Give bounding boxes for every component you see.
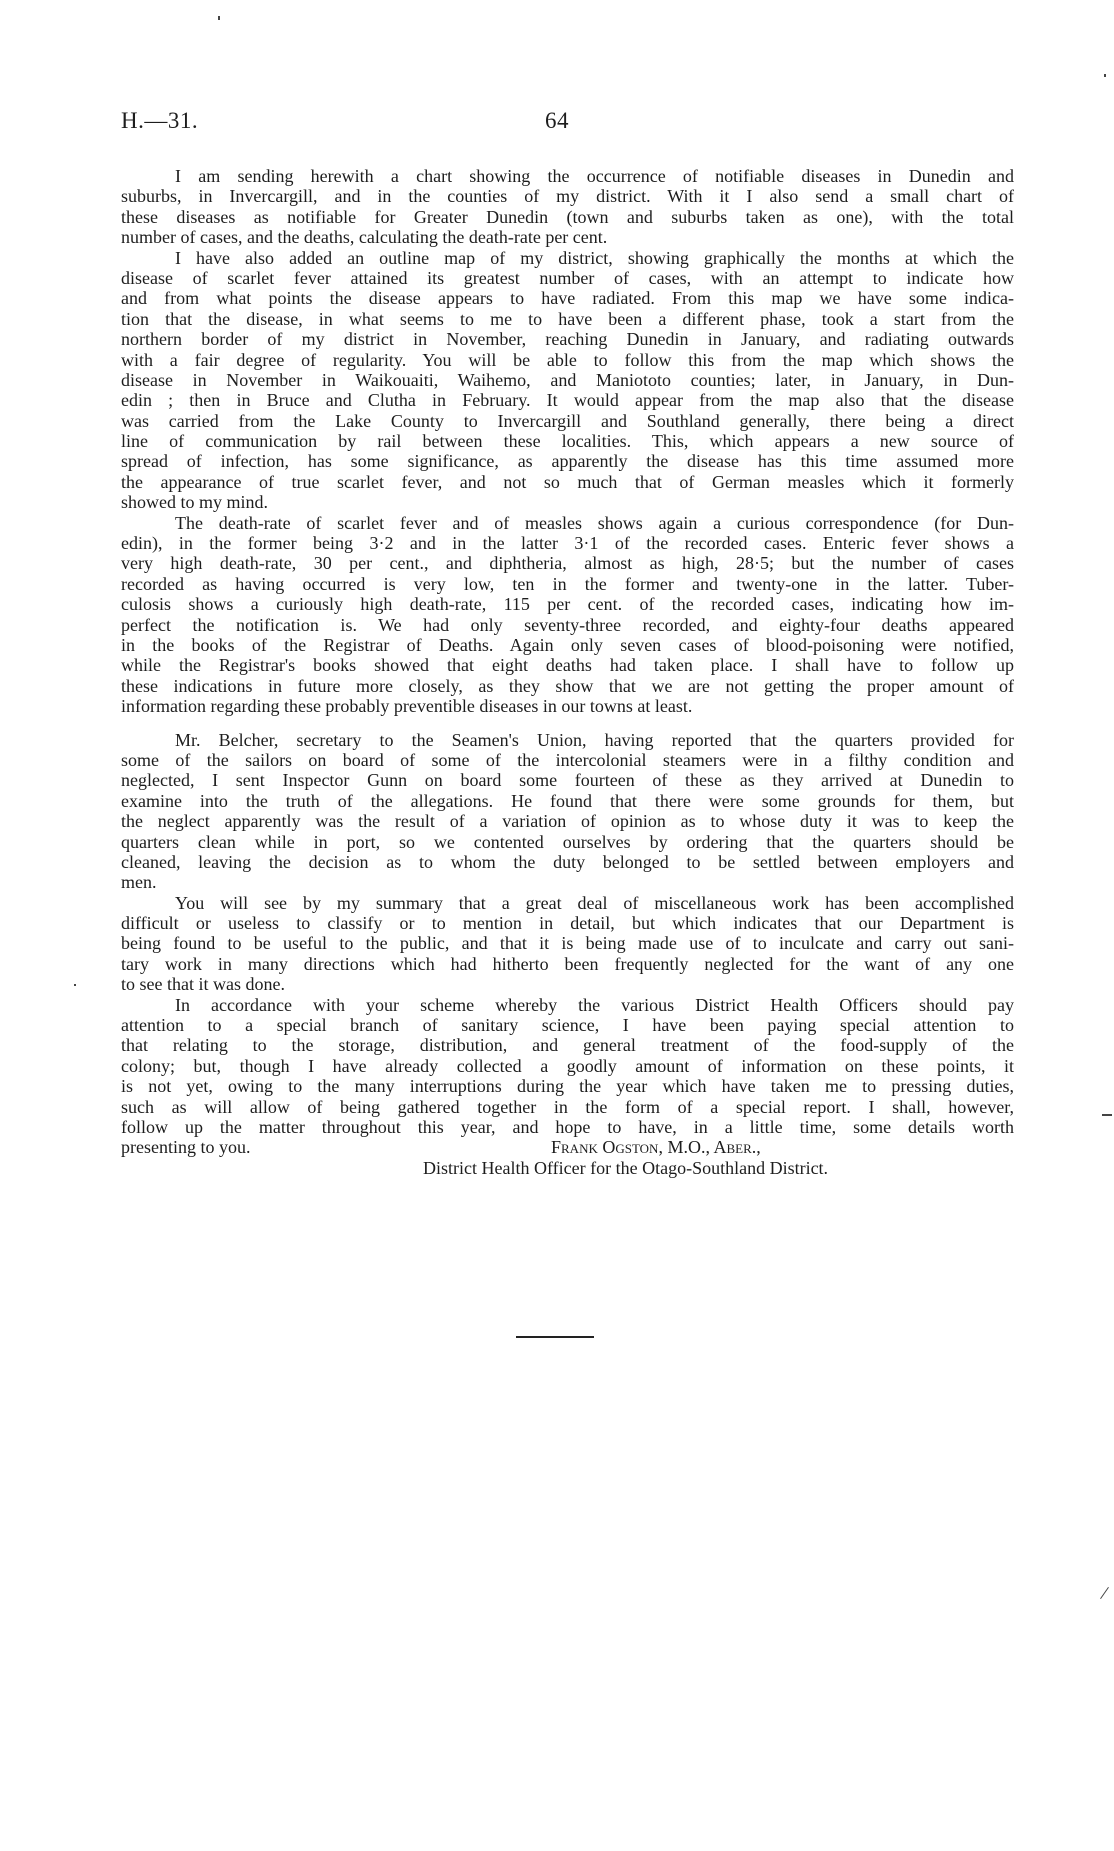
text-line: tary work in many directions which had hitherto been frequently neglected for the want of any one xyxy=(121,953,1014,974)
text-line: information regarding these probably preventible diseases in our towns at least. xyxy=(121,696,693,717)
text-line: to see that it was done. xyxy=(121,974,285,995)
text-line: in the books of the Registrar of Deaths. Again only seven cases of blood-poisoning were notified, xyxy=(121,634,1014,655)
paragraph xyxy=(121,513,1014,717)
text-line: I am sending herewith a chart showing the occurrence of notifiable diseases in Dunedin and xyxy=(175,166,1014,186)
text-line: very high death-rate, 30 per cent., and diphtheria, almost as high, 28·5; but the number of cases xyxy=(121,553,1014,574)
text-line: In accordance with your scheme whereby the various District Health Officers should pay xyxy=(175,994,1014,1015)
text-line: northern border of my district in November, reaching Dunedin in January, and radiating outwards xyxy=(121,329,1014,350)
text-line: edin ; then in Bruce and Clutha in February. It would appear from the map also that the disease xyxy=(121,390,1014,411)
paragraph xyxy=(121,166,1014,248)
text-line: Mr. Belcher, secretary to the Seamen's Union, having reported that the quarters provided for xyxy=(175,729,1014,750)
scan-speck xyxy=(1104,74,1106,77)
text-line: the neglect apparently was the result of a variation of opinion as to whose duty it was to keep the xyxy=(121,811,1014,832)
paragraph xyxy=(121,248,1014,513)
text-line: number of cases, and the deaths, calculating the death-rate per cent. xyxy=(121,227,608,248)
text-line: spread of infection, has some significance, as apparently the disease has this time assumed more xyxy=(121,451,1014,472)
text-line: neglected, I sent Inspector Gunn on board some fourteen of these as they arrived at Dunedin to xyxy=(121,770,1014,791)
text-line: disease in November in Waikouaiti, Waihemo, and Maniototo counties; later, in January, in Dun- xyxy=(121,369,1014,390)
text-line: I have also added an outline map of my district, showing graphically the months at which the xyxy=(175,247,1014,268)
text-line: these diseases as notifiable for Greater Dunedin (town and suburbs taken as one), with the total xyxy=(121,206,1014,227)
text-line: tion that the disease, in what seems to me to have been a different phase, took a start from the xyxy=(121,308,1014,329)
text-line: culosis shows a curiously high death-rate, 115 per cent. of the recorded cases, indicating how im- xyxy=(121,594,1014,615)
text-line: You will see by my summary that a great deal of miscellaneous work has been accomplished xyxy=(175,892,1014,913)
scan-speck xyxy=(1102,1114,1112,1116)
text-line: with a fair degree of regularity. You will be able to follow this from the map which shows the xyxy=(121,349,1014,370)
text-line: some of the sailors on board of some of the intercolonial steamers were in a filthy condition and xyxy=(121,749,1014,770)
paragraph xyxy=(121,893,1014,995)
text-line: examine into the truth of the allegations. He found that there were some grounds for them, but xyxy=(121,790,1014,811)
text-line: line of communication by rail between these localities. This, which appears a new source of xyxy=(121,431,1014,452)
text-line: while the Registrar's books showed that eight deaths had taken place. I shall have to follow up xyxy=(121,655,1014,676)
letter-body xyxy=(121,166,1014,1178)
text-line: is not yet, owing to the many interruptions during the year which have taken me to pressing duties, xyxy=(121,1076,1014,1097)
text-line: edin), in the former being 3·2 and in the latter 3·1 of the recorded cases. Enteric fever shows a xyxy=(121,533,1014,554)
text-line: The death-rate of scarlet fever and of measles shows again a curious correspondence (for Dun- xyxy=(175,512,1014,533)
text-line: that relating to the storage, distribution, and general treatment of the food-supply of the xyxy=(121,1035,1014,1056)
text-line: presenting to you. xyxy=(121,1137,251,1158)
text-line: being found to be useful to the public, and that it is being made use of to inculcate and carry out sani- xyxy=(121,933,1014,954)
text-line: and from what points the disease appears to have radiated. From this map we have some indica- xyxy=(121,288,1014,309)
text-line: quarters clean while in port, so we contented ourselves by ordering that the quarters should be xyxy=(121,831,1014,852)
text-line: disease of scarlet fever attained its greatest number of cases, with an attempt to indicate how xyxy=(121,267,1014,288)
text-line: difficult or useless to classify or to mention in detail, but which indicates that our Department is xyxy=(121,913,1014,934)
paragraph xyxy=(121,995,1014,1158)
text-line: such as will allow of being gathered together in the form of a special report. I shall, however, xyxy=(121,1096,1014,1117)
text-line: attention to a special branch of sanitary science, I have been paying special attention to xyxy=(121,1015,1014,1036)
signature-title: District Health Officer for the Otago-Southland District. xyxy=(423,1157,829,1178)
scan-speck xyxy=(74,984,76,986)
text-line: follow up the matter throughout this year, and hope to have, in a little time, some details worth xyxy=(121,1116,1014,1137)
text-line: cleaned, leaving the decision as to whom the duty belonged to be settled between employers and xyxy=(121,851,1014,872)
text-line: men. xyxy=(121,872,157,893)
paragraph xyxy=(121,730,1014,893)
text-line: suburbs, in Invercargill, and in the counties of my district. With it I also send a small chart of xyxy=(121,186,1014,207)
text-line: these indications in future more closely, as they show that we are not getting the proper amount of xyxy=(121,675,1014,696)
text-line: colony; but, though I have already collected a goodly amount of information on these points, it xyxy=(121,1055,1014,1076)
closing-rule-divider xyxy=(516,1336,594,1338)
closing-line-with-signature xyxy=(121,1137,1014,1157)
text-line: the appearance of true scarlet fever, and not so much that of German measles which it formerly xyxy=(121,471,1014,492)
text-line: perfect the notification is. We had only seventy-three recorded, and eighty-four deaths appeared xyxy=(121,614,1014,635)
scan-speck xyxy=(1100,1587,1109,1599)
text-line: recorded as having occurred is very low, ten in the former and twenty-one in the latter. Tuber- xyxy=(121,573,1014,594)
document-series-number: H.—31. xyxy=(121,108,199,133)
scan-speck xyxy=(218,16,220,20)
page-number: 64 xyxy=(545,108,569,133)
text-line: was carried from the Lake County to Invercargill and Southland generally, there being a direct xyxy=(121,410,1014,431)
signature-name: Frank Ogston, M.O., Aber., xyxy=(551,1137,761,1158)
text-line: showed to my mind. xyxy=(121,492,268,513)
